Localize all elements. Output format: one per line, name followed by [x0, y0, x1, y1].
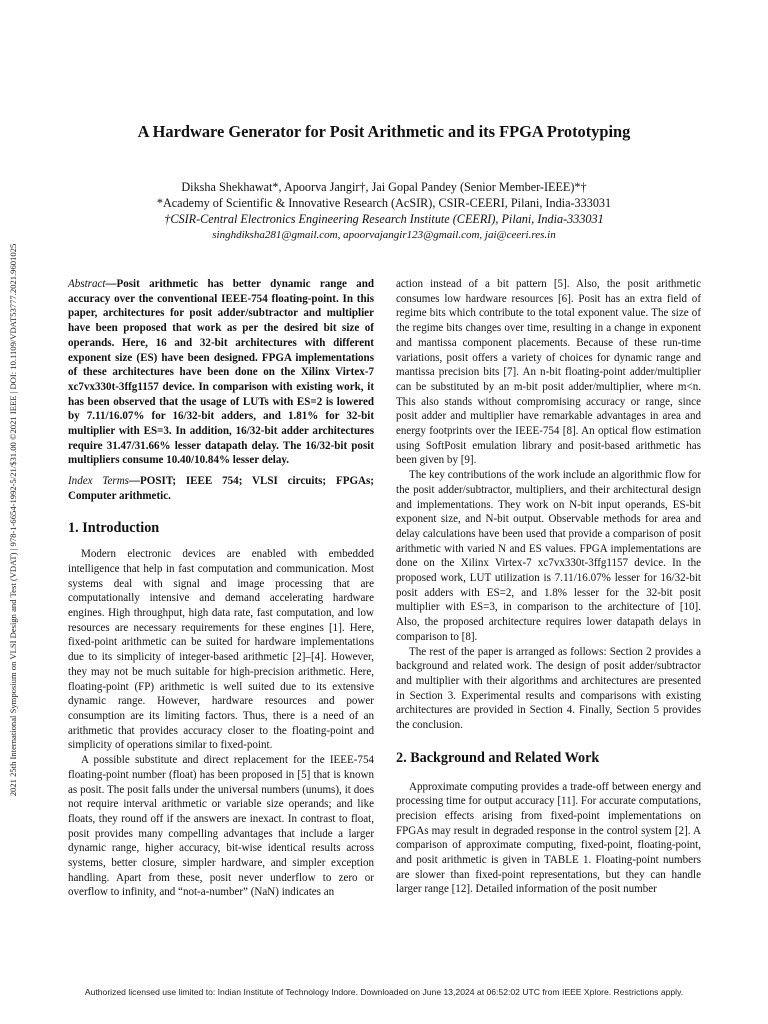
affiliation-acsir: *Academy of Scientific & Innovative Research (AcSIR), CSIR-CEERI, Pilani, India-333031 [156, 196, 612, 210]
author-block [0, 179, 768, 243]
affiliation-ceeri: †CSIR-Central Electronics Engineering Research Institute (CEERI), Pilani, India-333031 [164, 212, 604, 226]
left-column [68, 277, 374, 900]
section-heading-background: 2. Background and Related Work [396, 749, 600, 766]
intro-paragraph-4: The key contributions of the work include an algorithmic flow for the posit adder/subtractor, multipliers, and their architectural design and implementations. They work on N-bit input operands, ES-bit exponent size, and N-bit output. Observable methods for area and delay calculations have been used that provide a comparison of posit arithmetic with varied N and ES values. FPGA implementations are done on the Xilinx Virtex-7 xc7vx330t-3ffg1157 device. In the proposed work, LUT utilization is 7.11/16.07% lesser for 16/32-bit posit adders with ES=2, and 1.8% lesser for the 32-bit posit multiplier with ES=3, in comparison to the architecture of [10]. Also, the proposed architecture requires lower datapath delays in comparison to [8]. [396, 469, 701, 643]
intro-paragraph-5: The rest of the paper is arranged as follows: Section 2 provides a background and related work. The design of posit adder/subtractor and multiplier with their algorithms and architectures are presented in Section 3. Experimental results and comparisons with existing architectures are provided in Section 4. Finally, Section 5 provides the conclusion. [396, 645, 701, 732]
index-terms-lead: Index Terms [68, 475, 129, 488]
intro-paragraph-1: Modern electronic devices are enabled with embedded intelligence that help in fast computation and communication. Most systems deal with signal and image processing that are computationally intensive and demand accelerating hardware engines. High throughput, high data rate, fast computation, and low resources are necessary requirements for these engines [1]. Here, fixed-point arithmetic can be suited for hardware implementations due to its simplicity of integer-based arithmetic [2]–[4]. However, they may not be much suitable for high-precision arithmetic. Here, floating-point (FP) arithmetic is well suited due to its extensive dynamic range. However, hardware resources and power consumption are its limiting factors. Thus, there is a need of an arithmetic that provides accuracy closer to the floating-point and simplicity of operations similar to fixed-point. [68, 548, 374, 752]
section-heading-introduction: 1. Introduction [68, 519, 160, 536]
author-emails: singhdiksha281@gmail.com, apoorvajangir123@gmail.com, jai@ceeri.res.in [212, 229, 556, 241]
intro-paragraph-2: A possible substitute and direct replacement for the IEEE-754 floating-point number (float) has been proposed in [5] that is known as posit. The posit falls under the universal numbers (unums), it does not require interval arithmetic or variable size operands; and like floats, they round off if the answers are inexact. In contrast to float, posit provides many compelling advantages that include a larger dynamic range, higher accuracy, bit-wise identical results across systems, better closure, simpler hardware, and simpler exception handling. Apart from these, posit never underflow to zero or overflow to infinity, and “not-a-number” (NaN) indicates an [68, 754, 374, 899]
index-terms-text: —POSIT; IEEE 754; VLSI circuits; FPGAs; Computer arithmetic. [68, 475, 374, 502]
background-paragraph-1: Approximate computing provides a trade-off between energy and processing time for output accuracy [11]. For accurate computations, precision effects arising from fixed-point implementations on FPGAs may result in degraded response in the control system [2]. A comparison of approximate computing, fixed-point, floating-point, and posit arithmetic is given in TABLE 1. Floating-point numbers are slower than fixed-point representations, but they can handle larger range [12]. Detailed information of the posit number [396, 780, 701, 896]
right-column [396, 277, 701, 897]
license-footer: Authorized licensed use limited to: Indian Institute of Technology Indore. Downloaded on June 13,2024 at 06:52:02 UTC from IEEE Xplore. Restrictions apply. [84, 987, 684, 997]
abstract-lead: Abstract [68, 278, 106, 290]
abstract-text: —Posit arithmetic has better dynamic range and accuracy over the conventional IEEE-754 floating-point. In this paper, architectures for posit adder/subtractor and multiplier have been proposed that work as per the desired bit size of operands. Here, 16 and 32-bit architectures with different exponent size (ES) have been designed. FPGA implementations of these architectures have been done on the Xilinx Virtex-7 xc7vx330t-3ffg1157 device. In comparison with existing work, it has been observed that the usage of LUTs with ES=2 is lowered by 7.11/16.07% for 16/32-bit adders, and 1.81% for 32-bit multiplier with ES=3. In addition, 16/32-bit adder architectures require 31.47/31.66% lesser datapath delay. The 16/32-bit posit multipliers consume 10.40/10.84% lesser delay. [68, 278, 374, 467]
side-note-doi: 2021 25th International Symposium on VLSI Design and Test (VDAT) | 978-1-6654-1992-5/21/$31.00 ©2021 IEEE | DOI: 10.1109/VDAT53777.2021.9601025 [8, 243, 18, 797]
index-terms [68, 474, 374, 503]
paper-title: A Hardware Generator for Posit Arithmetic and its FPGA Prototyping [137, 122, 631, 141]
intro-paragraph-3: action instead of a bit pattern [5]. Also, the posit arithmetic consumes low hardware resources [6]. Posit has an extra field of regime bits which contribute to the total exponent value. The size of the regime bits changes over time, resulting in a change in exponent and mantissa component placements. Because of these run-time variations, posit offers a variety of choices for dynamic range and mantissa precision bits [7]. An n-bit floating-point adder/multiplier can be substituted by an m-bit posit adder/multiplier, where m<n. This also stands without compromising accuracy or range, since posit adder and multiplier have remarkable advantages in area and energy footprints over the IEEE-754 [8]. An optical flow estimation using SoftPosit emulation library and posit-based arithmetic has been given by [9]. [396, 278, 701, 467]
author-names: Diksha Shekhawat*, Apoorva Jangir†, Jai Gopal Pandey (Senior Member-IEEE)*† [181, 180, 587, 194]
abstract [68, 277, 374, 468]
